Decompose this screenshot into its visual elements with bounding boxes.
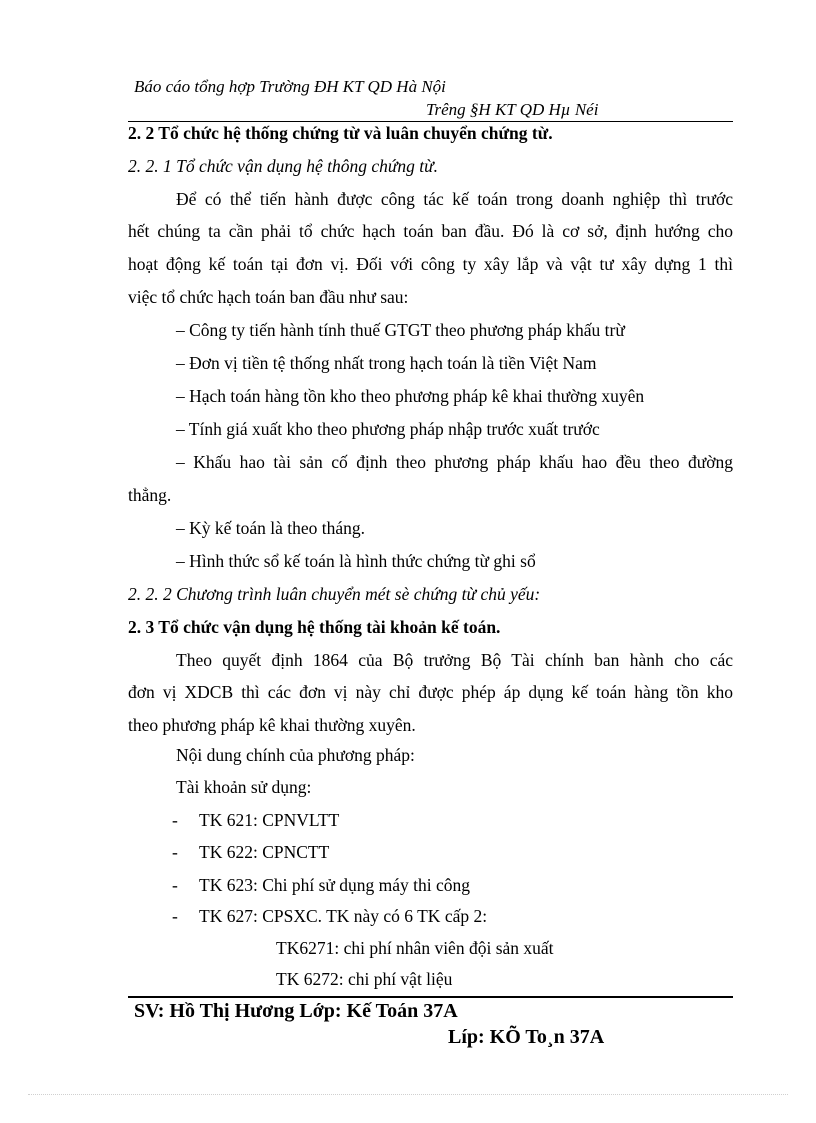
header-divider xyxy=(128,121,733,122)
paragraph-line: hoạt động kế toán tại đơn vị. Đối với công ty xây lắp và vật tư xây dựng 1 thì xyxy=(128,254,733,274)
paragraph-line: Theo quyết định 1864 của Bộ trưởng Bộ Tài chính ban hành cho các xyxy=(176,650,733,670)
sub-account-item: TK6271: chi phí nhân viên đội sản xuất xyxy=(276,938,554,958)
heading-2-2-2: 2. 2. 2 Chương trình luân chuyển mét sè chứng từ chủ yếu: xyxy=(128,584,541,604)
policy-item-continued: thẳng. xyxy=(128,485,172,505)
paragraph-line: hết chúng ta cần phải tổ chức hạch toán ban đầu. Đó là cơ sở, định hướng cho xyxy=(128,221,733,241)
policy-item: – Hình thức sổ kế toán là hình thức chứng từ ghi sổ xyxy=(176,551,536,571)
policy-item: – Khấu hao tài sản cố định theo phương pháp khấu hao đều theo đường xyxy=(176,452,733,472)
account-dash: - xyxy=(172,906,178,926)
heading-2-3: 2. 3 Tổ chức vận dụng hệ thống tài khoản kế toán. xyxy=(128,617,501,637)
header-school-name: Trêng §H KT QD Hµ Néi xyxy=(426,100,599,119)
accounts-used-label: Tài khoản sử dụng: xyxy=(176,777,312,797)
paragraph-line: Để có thể tiến hành được công tác kế toán trong doanh nghiệp thì trước xyxy=(176,189,733,209)
paragraph-line: theo phương pháp kê khai thường xuyên. xyxy=(128,715,416,735)
policy-item: – Đơn vị tiền tệ thống nhất trong hạch toán là tiền Việt Nam xyxy=(176,353,597,373)
method-content-label: Nội dung chính của phương pháp: xyxy=(176,745,415,765)
header-report-title: Báo cáo tổng hợp Trường ĐH KT QD Hà Nội xyxy=(134,77,446,96)
footer-student-class: SV: Hồ Thị Hương Lớp: Kế Toán 37A xyxy=(134,1000,458,1022)
heading-2-2-1: 2. 2. 1 Tổ chức vận dụng hệ thông chứng từ. xyxy=(128,156,439,176)
policy-item: – Kỳ kế toán là theo tháng. xyxy=(176,518,366,538)
page-bottom-border xyxy=(28,1094,788,1095)
paragraph-line: việc tổ chức hạch toán ban đầu như sau: xyxy=(128,287,409,307)
account-item: TK 627: CPSXC. TK này có 6 TK cấp 2: xyxy=(199,906,488,926)
footer-class-legacy: Líp: KÕ To¸n 37A xyxy=(448,1026,605,1048)
account-dash: - xyxy=(172,810,178,830)
account-item: TK 623: Chi phí sử dụng máy thi công xyxy=(199,875,471,895)
sub-account-item: TK 6272: chi phí vật liệu xyxy=(276,969,453,989)
policy-item: – Công ty tiến hành tính thuế GTGT theo phương pháp khấu trừ xyxy=(176,320,625,340)
account-dash: - xyxy=(172,842,178,862)
account-item: TK 622: CPNCTT xyxy=(199,842,330,862)
policy-item: – Hạch toán hàng tồn kho theo phương pháp kê khai thường xuyên xyxy=(176,386,645,406)
policy-item: – Tính giá xuất kho theo phương pháp nhập trước xuất trước xyxy=(176,419,600,439)
heading-2-2: 2. 2 Tổ chức hệ thống chứng từ và luân chuyển chứng từ. xyxy=(128,123,553,143)
account-item: TK 621: CPNVLTT xyxy=(199,810,340,830)
paragraph-line: đơn vị XDCB thì các đơn vị này chỉ được phép áp dụng kế toán hàng tồn kho xyxy=(128,682,733,702)
account-dash: - xyxy=(172,875,178,895)
footer-divider xyxy=(128,996,733,998)
